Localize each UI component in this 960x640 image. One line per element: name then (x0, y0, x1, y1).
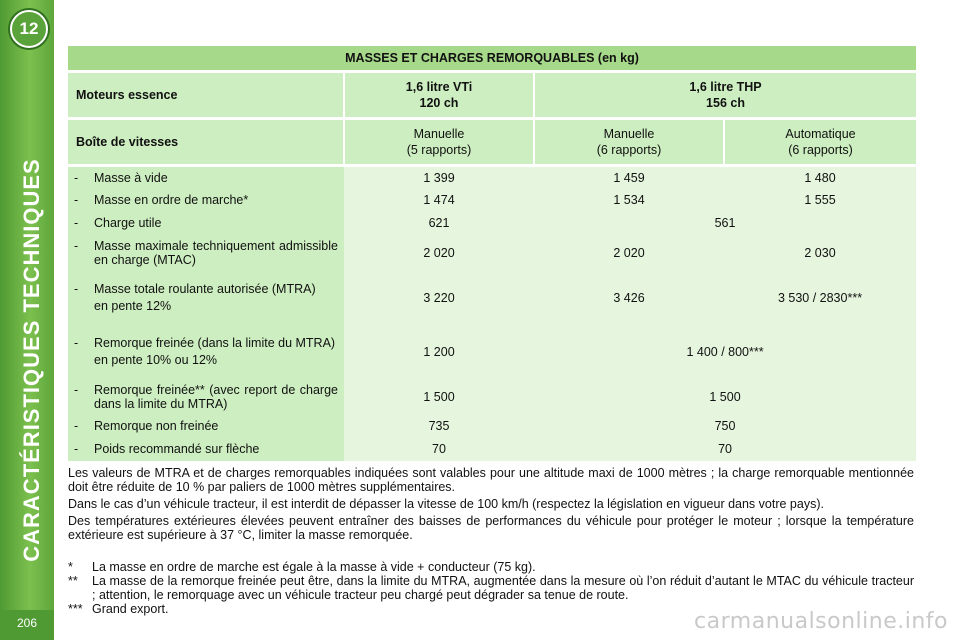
footnote (68, 560, 914, 574)
row-dash: - (74, 419, 79, 433)
row-label: Remorque non freinée (94, 419, 219, 433)
chapter-badge (10, 10, 48, 48)
table-row (68, 235, 916, 271)
row-value-1: 3 220 (344, 271, 534, 325)
row-label: Masse totale roulante autorisée (MTRA) (94, 282, 316, 296)
engine-1-line2: 120 ch (419, 96, 459, 110)
gearbox-3-header (724, 119, 916, 166)
table-row (68, 379, 916, 415)
row-label: Poids recommandé sur flèche (94, 442, 260, 456)
row-value-2: 3 426 (534, 271, 724, 325)
footnote-text: La masse en ordre de marche est égale à la masse à vide + conducteur (75 kg). (92, 560, 536, 574)
row-label: Masse à vide (94, 170, 168, 185)
row-label: Charge utile (94, 216, 162, 230)
footnote-mark: ** (68, 574, 78, 588)
chapter-sidebar (0, 0, 54, 640)
paragraph-temperature: Des températures extérieures élevées peuvent entraîner des baisses de performances du véhicule pour protéger le moteur ; lorsque la température extérieure est supérieure à 37 °C, limiter la masse remorquée. (68, 514, 914, 542)
table-row (68, 212, 916, 235)
row-value-1: 1 474 (344, 189, 534, 212)
engine-2-line2: 156 ch (706, 96, 745, 110)
row-value-2: 2 020 (534, 235, 724, 271)
row-label-wrap (94, 282, 338, 313)
row-value-2-3: 1 500 (534, 379, 916, 415)
gearbox-label: Boîte de vitesses (68, 119, 344, 166)
footnote-text: Grand export. (92, 602, 169, 616)
gearbox-1-line1: Manuelle (413, 127, 465, 141)
paragraph-altitude: Les valeurs de MTRA et de charges remorquables indiquées sont valables pour une altitude maxi de 1000 mètres ; la charge remorquable mentionnée doit être réduite de 10 % par paliers de 1000 mètres supplémentaires. (68, 466, 914, 494)
row-value-1: 1 500 (344, 379, 534, 415)
footnote-mark: *** (68, 602, 83, 616)
row-label: Remorque freinée (dans la limite du MTRA) (94, 336, 336, 350)
row-label: Masse maximale techniquement admissible en charge (MTAC) (94, 238, 338, 267)
row-label-cell (68, 271, 344, 325)
row-dash: - (74, 336, 79, 350)
row-label: Masse en ordre de marche* (94, 193, 249, 207)
row-label-cell (68, 438, 344, 461)
chapter-title: CARACTÉRISTIQUES TECHNIQUES (19, 158, 44, 562)
gearbox-2-header (534, 119, 724, 166)
row-label-cell (68, 379, 344, 415)
footnote-mark: * (68, 560, 73, 574)
row-label-cell (68, 212, 344, 235)
row-value-3: 3 530 / 2830*** (724, 271, 916, 325)
gearbox-2-line1: Manuelle (603, 127, 655, 141)
engine-1-line1: 1,6 litre VTi (405, 80, 473, 94)
gearbox-1-header (344, 119, 534, 166)
row-sublabel: en pente 12% (94, 299, 172, 313)
gearbox-header-row (68, 119, 916, 166)
row-value-2-3: 561 (534, 212, 916, 235)
row-label-cell (68, 189, 344, 212)
row-dash: - (74, 193, 79, 207)
table-row (68, 166, 916, 189)
table-row (68, 271, 916, 325)
footnotes (68, 560, 914, 616)
engines-label: Moteurs essence (68, 72, 344, 119)
gearbox-1-line2: (5 rapports) (406, 143, 472, 157)
paragraph-speed: Dans le cas d’un véhicule tracteur, il est interdit de dépasser la vitesse de 100 km/h (respectez la législation en vigueur dans votre pays). (68, 497, 824, 511)
gearbox-3-line1: Automatique (785, 127, 856, 141)
row-value-1: 735 (344, 415, 534, 438)
table-row (68, 415, 916, 438)
row-value-1: 70 (344, 438, 534, 461)
row-value-1: 621 (344, 212, 534, 235)
watermark: carmanualsonline.info (694, 609, 948, 634)
row-value-3: 1 480 (724, 166, 916, 189)
row-value-3: 1 555 (724, 189, 916, 212)
row-value-3: 2 030 (724, 235, 916, 271)
engines-header-row (68, 72, 916, 119)
row-dash: - (74, 238, 79, 253)
towing-masses-table (68, 46, 916, 461)
row-dash: - (74, 170, 79, 185)
row-value-2: 1 534 (534, 189, 724, 212)
row-label-cell (68, 235, 344, 271)
row-label-wrap (94, 336, 338, 367)
row-dash: - (74, 216, 79, 230)
chapter-number: 12 (19, 19, 39, 38)
footnote (68, 574, 914, 602)
gearbox-2-line2: (6 rapports) (596, 143, 662, 157)
table-row (68, 325, 916, 379)
engine-1-header (344, 72, 534, 119)
row-value-1: 2 020 (344, 235, 534, 271)
table-title: MASSES ET CHARGES REMORQUABLES (en kg) (68, 46, 916, 72)
row-label-cell (68, 166, 344, 189)
engine-2-header (534, 72, 916, 119)
row-sublabel: en pente 10% ou 12% (94, 353, 218, 367)
gearbox-3-line2: (6 rapports) (788, 143, 853, 157)
row-label-cell (68, 415, 344, 438)
table-row (68, 189, 916, 212)
row-dash: - (74, 282, 79, 296)
row-label: Remorque freinée** (avec report de charge dans la limite du MTRA) (94, 382, 338, 411)
row-value-1: 1 200 (344, 325, 534, 379)
page-number: 206 (16, 616, 38, 630)
row-label-cell (68, 325, 344, 379)
engine-2-line1: 1,6 litre THP (689, 80, 762, 94)
footnote-text: La masse de la remorque freinée peut être, dans la limite du MTRA, augmentée dans la mesure où l’on réduit d’autant le MTAC du véhicule tracteur ; attention, le remorquage avec un véhicule tracteur peu chargé peut dégrader sa tenue de route. (92, 574, 914, 602)
explanatory-paragraphs (68, 466, 914, 545)
table-row (68, 438, 916, 461)
row-value-2-3: 750 (534, 415, 916, 438)
row-value-2: 1 459 (534, 166, 724, 189)
row-value-2-3: 1 400 / 800*** (534, 325, 916, 379)
row-value-1: 1 399 (344, 166, 534, 189)
row-dash: - (74, 382, 79, 397)
row-value-2-3: 70 (534, 438, 916, 461)
row-dash: - (74, 442, 79, 456)
